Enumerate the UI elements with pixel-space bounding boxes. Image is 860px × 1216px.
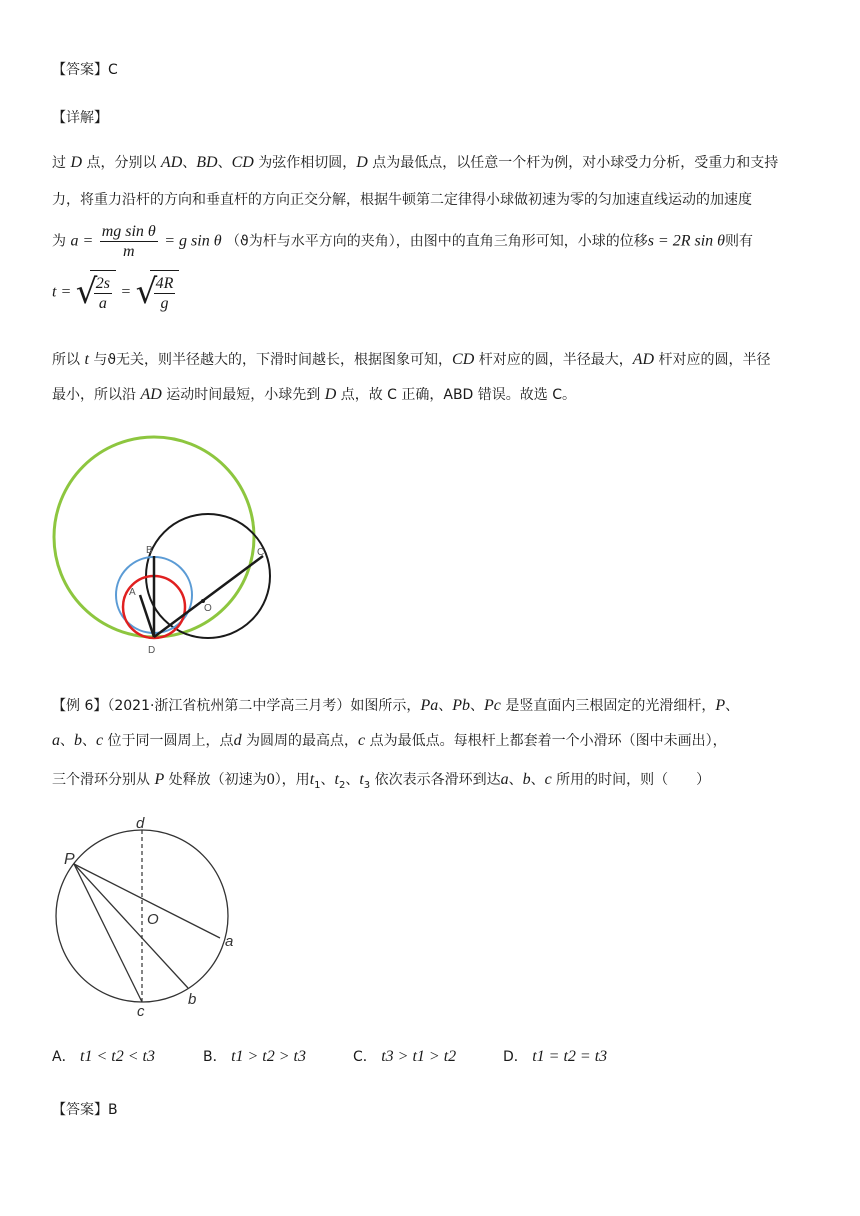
subscript: 2 [338, 780, 346, 791]
text: 、 [530, 772, 545, 788]
text: 点为最低点，以任意一个杆为例，对小球受力分析，受重力和支持 [367, 155, 779, 171]
subscript: 1 [314, 780, 321, 791]
var-a: a [52, 732, 60, 749]
para1-line2: 力，将重力沿杆的方向和垂直杆的方向正交分解，根据牛顿第二定律得小球做初速为零的匀加速直线运动的加速度 [52, 192, 752, 208]
example6-line3 [52, 770, 710, 796]
text: 依次表示各滑环到达 [370, 772, 501, 788]
formula-t: t = [52, 283, 72, 301]
fraction-numerator: √ 4R [155, 274, 174, 292]
var-t: t [334, 771, 339, 788]
var-AD: AD [140, 386, 162, 403]
var-b: b [74, 732, 82, 749]
var-t: t [359, 771, 364, 788]
text: 为弦作相切圆， [253, 155, 357, 171]
rod-Pc [74, 864, 142, 1002]
text: 杆对应的圆，半径 [654, 352, 771, 368]
circle-rods-figure [50, 812, 250, 1022]
text: 点为最低点。每根杆上都套着一个小滑环（图中未画出）， [365, 733, 727, 749]
var-Pc: Pc [484, 697, 501, 714]
para1-line3 [52, 222, 753, 261]
var-b: b [522, 771, 531, 788]
var-c: c [544, 771, 552, 788]
formula-g-sin: = g sin θ [164, 232, 222, 250]
var-P: P [154, 771, 165, 788]
text: 【例 6】（2021·浙江省杭州第二中学高三月考）如图所示， [52, 698, 421, 714]
label-b: b [188, 991, 197, 1008]
label-A: A [129, 587, 136, 598]
option-letter: B． [203, 1049, 227, 1065]
text: 为圆周的最高点， [241, 733, 359, 749]
label-d: d [136, 815, 145, 832]
fraction-denominator: g [160, 294, 169, 312]
var-D: D [356, 154, 368, 171]
label-C: C [257, 547, 265, 558]
label-D: D [148, 645, 156, 656]
text: 、 [82, 733, 96, 749]
value-zero: 0 [266, 771, 275, 788]
option-a[interactable] [52, 1046, 155, 1066]
para2-line2 [52, 385, 576, 405]
option-letter: A． [52, 1049, 76, 1065]
para1-line1 [52, 153, 778, 173]
text: 、 [725, 698, 740, 714]
var-c: c [358, 732, 366, 749]
rod-Pb [74, 864, 188, 988]
detail-label: 【详解】 [52, 110, 108, 126]
var-CD: CD [231, 154, 254, 171]
text: 、 [345, 772, 360, 788]
answer-line [52, 60, 118, 80]
var-d: d [233, 732, 242, 749]
var-P: P [715, 697, 726, 714]
answer2-line [52, 1100, 118, 1120]
label-B: B [146, 545, 153, 556]
answer-label: 【答案】 [52, 62, 108, 78]
answer-value: C [108, 62, 118, 78]
text: 、 [320, 772, 335, 788]
text: 与ϑ无关，则半径越大的，下滑时间越长，根据图象可知， [88, 352, 453, 368]
label-c: c [137, 1003, 145, 1020]
option-expression: t3 > t1 > t2 [381, 1048, 457, 1065]
tangent-circles-figure [40, 425, 290, 670]
text: ），用 [274, 772, 310, 788]
label-O: O [147, 911, 159, 928]
text: 是竖直面内三根固定的光滑细杆， [500, 698, 716, 714]
fraction-mg-sin [100, 222, 158, 261]
option-c[interactable] [353, 1046, 456, 1066]
text: 最小，所以沿 [52, 387, 141, 403]
var-c: c [96, 732, 104, 749]
option-letter: C． [353, 1049, 377, 1065]
option-b[interactable] [203, 1046, 306, 1066]
text: 杆对应的圆，半径最大， [474, 352, 633, 368]
fraction-numerator: √ 2s [95, 274, 110, 292]
var-AD: AD [632, 351, 655, 368]
text: 运动时间最短，小球先到 [161, 387, 325, 403]
text: 、 [508, 772, 523, 788]
option-expression: t1 > t2 > t3 [231, 1048, 306, 1065]
formula-a: a = [70, 232, 94, 250]
text: 位于同一圆周上，点 [103, 733, 234, 749]
var-D: D [70, 154, 83, 171]
var-D: D [324, 386, 337, 403]
var-Pa: Pa [420, 697, 439, 714]
option-d[interactable] [503, 1046, 607, 1066]
text: 、 [217, 155, 232, 171]
text: 过 [52, 155, 71, 171]
var-BD: BD [196, 154, 218, 171]
text: 点，分别以 [82, 155, 161, 171]
text: 三个滑环分别从 [52, 772, 155, 788]
para1-line4 [52, 270, 179, 315]
label-a: a [225, 933, 234, 950]
text: （ϑ为杆与水平方向的夹角），由图中的直角三角形可知，小球的位移 [226, 233, 648, 250]
option-letter: D． [503, 1049, 528, 1065]
text: 所用的时间，则（ ） [551, 772, 711, 788]
text: 为 [52, 233, 66, 250]
text: 、 [470, 698, 484, 714]
var-Pb: Pb [452, 697, 470, 714]
answer-label: 【答案】 [52, 1102, 108, 1118]
example6-line1 [52, 696, 739, 716]
subscript: 3 [363, 780, 371, 791]
text: 、 [182, 155, 197, 171]
var-a: a [500, 771, 509, 788]
answer-value: B [108, 1102, 118, 1118]
sqrt-4R-g [136, 270, 180, 315]
example6-line2 [52, 731, 727, 751]
equals: = [120, 283, 132, 301]
text: 、 [438, 698, 453, 714]
fraction-denominator: m [122, 243, 135, 260]
text: 处释放（初速为 [164, 772, 267, 788]
formula-s: s = 2R sin θ [647, 232, 726, 250]
option-expression: t1 < t2 < t3 [80, 1048, 155, 1065]
label-O: O [204, 603, 212, 614]
para2-line1 [52, 350, 771, 370]
text: 、 [60, 733, 74, 749]
option-expression: t1 = t2 = t3 [532, 1048, 608, 1065]
fraction-numerator: mg sin θ [101, 223, 156, 240]
var-t: t [84, 351, 89, 368]
text: 点，故 C 正确，ABD 错误。故选 C。 [336, 387, 577, 403]
text: 则有 [725, 233, 754, 250]
var-CD: CD [452, 351, 475, 368]
text: 所以 [52, 352, 85, 368]
var-AD: AD [160, 154, 183, 171]
fraction-denominator: a [98, 294, 107, 312]
var-t: t [309, 771, 315, 788]
label-P: P [64, 851, 75, 868]
sqrt-2s-a [76, 270, 116, 315]
